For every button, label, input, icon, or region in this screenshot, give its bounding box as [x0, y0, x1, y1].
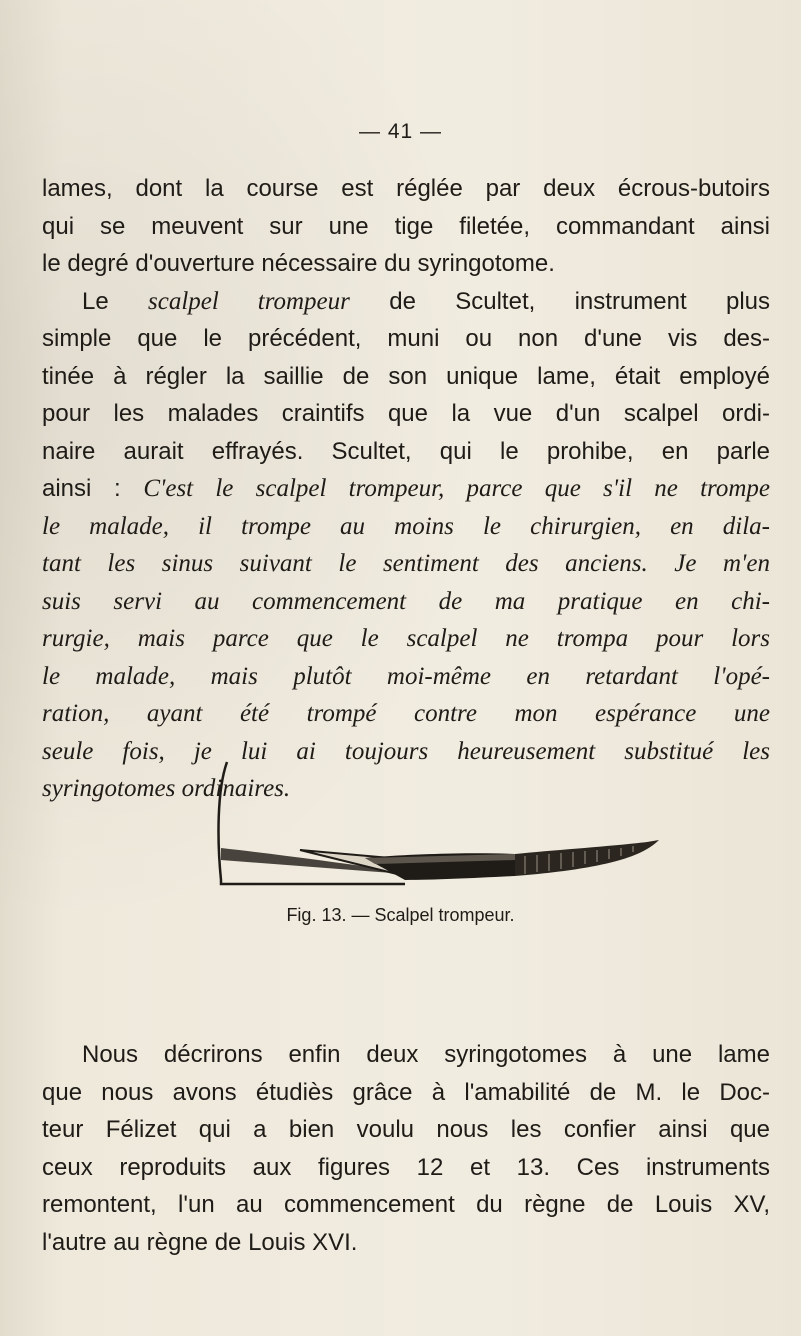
scalpel-illustration — [215, 750, 665, 910]
text-line: le degré d'ouverture nécessaire du syringotome. — [42, 250, 555, 277]
text-fragment: Le — [82, 287, 149, 315]
italic-quote: ration, ayant été trompé contre mon espérance une — [42, 700, 770, 727]
text-line: tinée à régler la saillie de son unique lame, était employé — [42, 362, 770, 390]
text-fragment: de Scultet, instrument plus — [349, 287, 770, 315]
italic-quote: rurgie, mais parce que le scalpel ne trompa pour lors — [42, 625, 770, 652]
text-line — [42, 283, 770, 321]
text-fragment: ainsi : — [42, 475, 144, 502]
text-line — [42, 583, 770, 621]
italic-quote: le malade, il trompe au moins le chirurgien, en dila- — [42, 512, 770, 540]
figure-caption: Fig. 13. — Scalpel trompeur. — [286, 905, 515, 925]
text-line: que nous avons étudiès grâce à l'amabilité de M. le Doc- — [42, 1078, 770, 1106]
text-line: pour les malades craintifs que la vue d'un scalpel ordi- — [42, 400, 770, 427]
italic-quote: seule fois, je lui ai toujours heureusement substitué les — [42, 737, 770, 765]
text-line: ceux reproduits aux figures 12 et 13. Ces instruments — [42, 1153, 770, 1181]
page-number: — 41 — — [358, 120, 443, 143]
italic-quote: syringotomes ordinaires. — [42, 775, 291, 802]
italic-quote: suis servi au commencement de ma pratique en chi- — [42, 587, 770, 615]
text-line — [42, 508, 770, 546]
italic-quote: tant les sinus suivant le sentiment des anciens. Je m'en — [42, 550, 770, 577]
text-line: teur Félizet qui a bien voulu nous les confier ainsi que — [42, 1116, 770, 1143]
text-line: remontent, l'un au commencement du règne de Louis XV, — [42, 1191, 770, 1218]
text-line: l'autre au règne de Louis XVI. — [42, 1228, 358, 1256]
body-text-bottom — [42, 1036, 770, 1261]
text-line — [42, 695, 770, 733]
text-line — [42, 470, 770, 508]
italic-quote: C'est le scalpel trompeur, parce que s'il ne trompe — [143, 475, 770, 502]
text-line: qui se meuvent sur une tige filetée, commandant ainsi — [42, 212, 770, 240]
body-text-top — [42, 170, 770, 808]
text-line — [42, 545, 770, 583]
text-line — [42, 620, 770, 658]
text-line: naire aurait effrayés. Scultet, qui le prohibe, en parle — [42, 437, 770, 465]
text-line — [42, 658, 770, 696]
italic-term: scalpel trompeur — [148, 287, 350, 315]
text-line: Nous décrirons enfin deux syringotomes à une lame — [82, 1041, 770, 1068]
text-line: simple que le précédent, muni ou non d'une vis des- — [42, 325, 770, 352]
italic-quote: le malade, mais plutôt moi-même en retardant l'opé- — [42, 662, 770, 690]
text-line: lames, dont la course est réglée par deux écrous-butoirs — [42, 175, 770, 202]
